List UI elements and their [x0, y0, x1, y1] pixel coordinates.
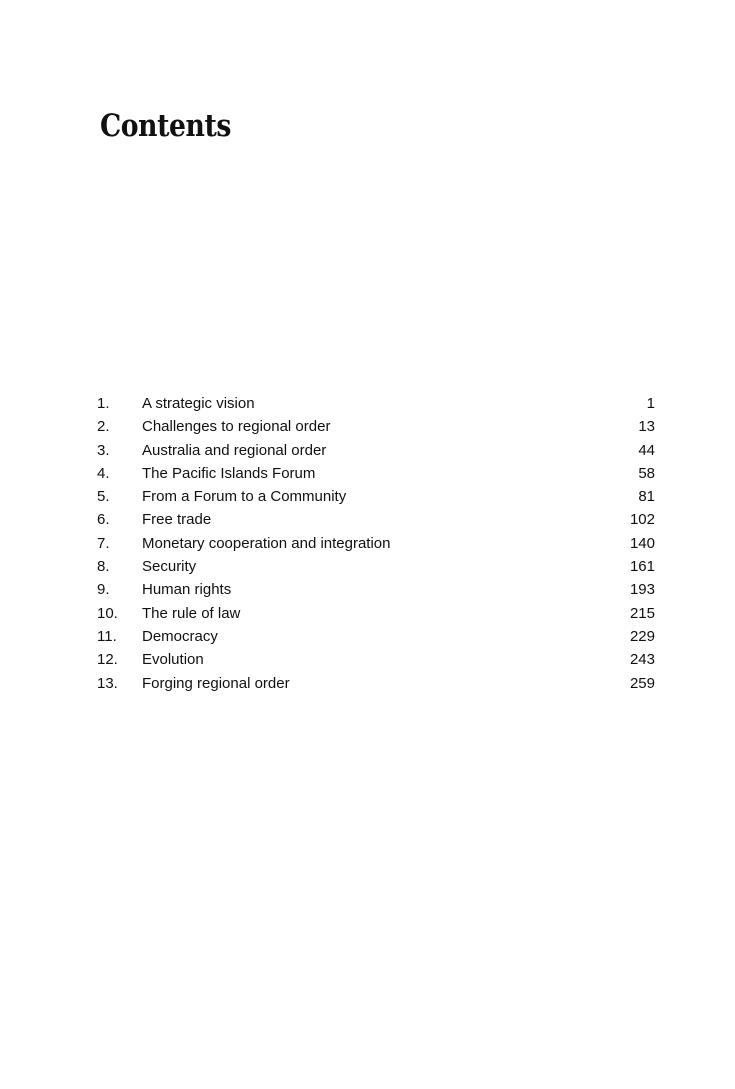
page-number: 1: [646, 395, 655, 412]
chapter-number: 3.: [97, 441, 110, 459]
chapter-title: From a Forum to a Community: [142, 488, 347, 506]
page-number: 140: [629, 534, 655, 552]
page-number: 44: [638, 441, 655, 459]
chapter-title: Free trade: [142, 511, 212, 529]
chapter-number: 4.: [97, 464, 110, 482]
page-number: 58: [638, 464, 655, 482]
chapter-title: A strategic vision: [142, 395, 255, 412]
page-number: 102: [629, 511, 655, 529]
page-title: Contents: [100, 108, 231, 144]
toc-entry-8[interactable]: [97, 555, 655, 578]
chapter-number: 13.: [97, 674, 118, 692]
chapter-title: Australia and regional order: [142, 441, 327, 459]
toc-entry-10[interactable]: [97, 602, 655, 625]
page-number: 193: [629, 581, 655, 599]
chapter-number: 12.: [97, 651, 118, 669]
chapter-title: Challenges to regional order: [142, 418, 331, 436]
toc-entry-12[interactable]: [97, 648, 655, 671]
chapter-number: 11.: [97, 627, 117, 645]
page-number: 161: [629, 558, 655, 576]
toc-entry-2[interactable]: [97, 415, 655, 438]
chapter-title: Security: [142, 558, 197, 576]
page-number: 259: [629, 674, 655, 692]
chapter-number: 2.: [97, 418, 110, 436]
page-number: 243: [629, 651, 655, 669]
toc-entry-3[interactable]: [97, 439, 655, 462]
chapter-title: Forging regional order: [142, 674, 290, 692]
chapter-number: 8.: [97, 558, 110, 576]
page-number: 13: [638, 418, 655, 436]
chapter-title: Evolution: [142, 651, 204, 669]
table-of-contents: [97, 392, 655, 695]
page-number: 229: [629, 627, 655, 645]
toc-entry-1[interactable]: [97, 392, 655, 415]
toc-entry-7[interactable]: [97, 532, 655, 555]
chapter-number: 7.: [97, 534, 110, 552]
chapter-number: 5.: [97, 488, 110, 506]
chapter-title: The rule of law: [142, 604, 241, 622]
chapter-title: Monetary cooperation and integration: [142, 534, 391, 552]
chapter-number: 9.: [97, 581, 110, 599]
toc-entry-5[interactable]: [97, 485, 655, 508]
chapter-number: 6.: [97, 511, 110, 529]
chapter-number: 1.: [97, 395, 110, 412]
toc-entry-6[interactable]: [97, 508, 655, 531]
toc-entry-9[interactable]: [97, 578, 655, 601]
page-number: 81: [638, 488, 655, 506]
toc-entry-11[interactable]: [97, 625, 655, 648]
chapter-title: The Pacific Islands Forum: [142, 464, 316, 482]
chapter-number: 10.: [97, 604, 118, 622]
chapter-title: Human rights: [142, 581, 232, 599]
toc-entry-4[interactable]: [97, 462, 655, 485]
toc-entry-13[interactable]: [97, 672, 655, 695]
chapter-title: Democracy: [142, 627, 218, 645]
page-number: 215: [629, 604, 655, 622]
